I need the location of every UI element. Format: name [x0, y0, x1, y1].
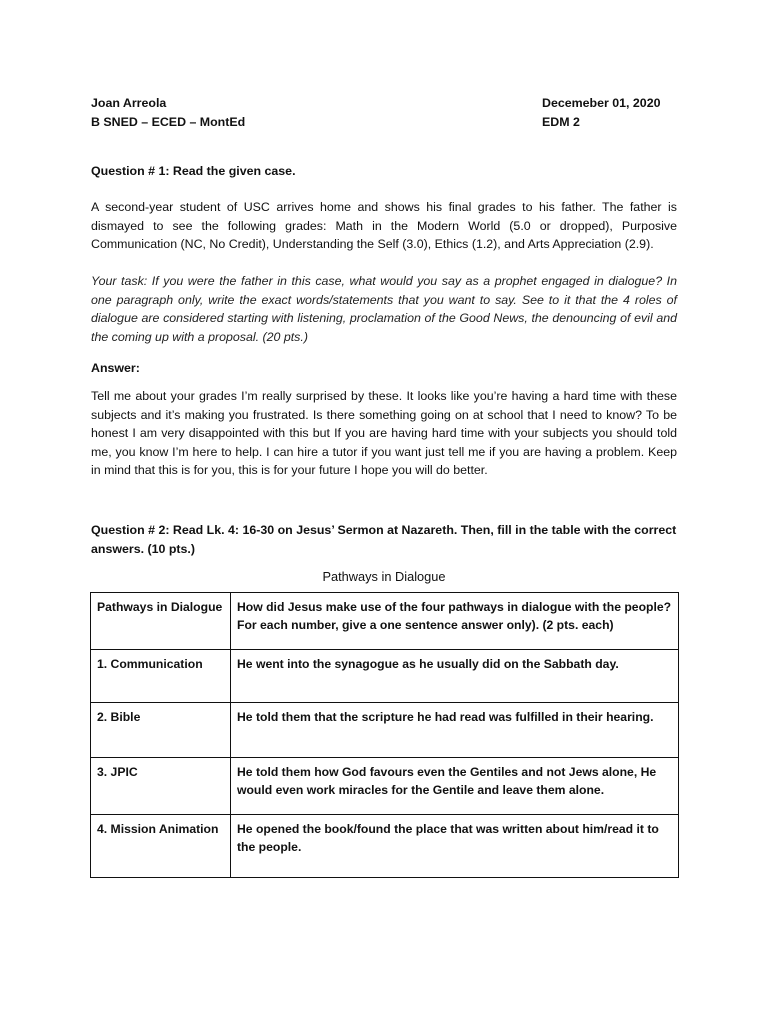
- question-2-title: Question # 2: Read Lk. 4: 16-30 on Jesus’ Sermon at Nazareth. Then, fill in the table with the correct answers. (10 pts.): [91, 523, 677, 556]
- table-row: [91, 703, 679, 758]
- pathways-table: [90, 592, 679, 878]
- pathway-name: 4. Mission Animation: [91, 815, 231, 878]
- document-meta: [542, 94, 661, 132]
- pathway-name: 2. Bible: [91, 703, 231, 758]
- table-header-row: [91, 593, 679, 650]
- table-row: [91, 815, 679, 878]
- table-row: [91, 650, 679, 703]
- table-row: [91, 758, 679, 815]
- question-1-title: Question # 1: Read the given case.: [91, 164, 296, 178]
- answer-label: Answer:: [91, 361, 140, 375]
- question-1-answer: Tell me about your grades I’m really surprised by these. It looks like you’re having a hard time with these subjects and it’s making you frustrated. Is there something going on at school that I need to know? To be honest I am very disappointed with this but If you are having hard time with your subjects you should told me, you know I’m here to help. I can hire a tutor if you want just tell me if you are having a problem. Keep in mind that this is for you, this is for your future I hope you will do better.: [91, 389, 677, 478]
- pathway-answer: He told them how God favours even the Gentiles and not Jews alone, He would even work miracles for the Gentile and leave them alone.: [231, 758, 679, 815]
- pathway-answer: He opened the book/found the place that was written about him/read it to the people.: [231, 815, 679, 878]
- student-name: Joan Arreola: [91, 96, 167, 110]
- table-title: Pathways in Dialogue: [322, 569, 446, 584]
- table-header-cell: Pathways in Dialogue: [91, 593, 231, 650]
- pathway-answer: He told them that the scripture he had read was fulfilled in their hearing.: [231, 703, 679, 758]
- table-header-cell: How did Jesus make use of the four pathways in dialogue with the people? For each number, give a one sentence answer only). (2 pts. each): [231, 593, 679, 650]
- document-date: Decemeber 01, 2020: [542, 96, 661, 110]
- pathway-answer: He went into the synagogue as he usually did on the Sabbath day.: [231, 650, 679, 703]
- student-program: B SNED – ECED – MontEd: [91, 115, 246, 129]
- question-1-case: A second-year student of USC arrives home and shows his final grades to his father. The father is dismayed to see the following grades: Math in the Modern World (5.0 or dropped), Purposive Communication (NC, No Credit), Understanding the Self (3.0), Ethics (1.2), and Arts Appreciation (2.9).: [91, 200, 677, 252]
- student-info: [91, 94, 245, 132]
- question-1-task: Your task: If you were the father in this case, what would you say as a prophet engaged in dialogue? In one paragraph only, write the exact words/statements that you want to say. See to it that the 4 roles of dialogue are considered starting with listening, proclamation of the Good News, the denouncing of evil and the coming up with a proposal. (20 pts.): [91, 274, 677, 344]
- course-code: EDM 2: [542, 115, 580, 129]
- pathway-name: 3. JPIC: [91, 758, 231, 815]
- pathway-name: 1. Communication: [91, 650, 231, 703]
